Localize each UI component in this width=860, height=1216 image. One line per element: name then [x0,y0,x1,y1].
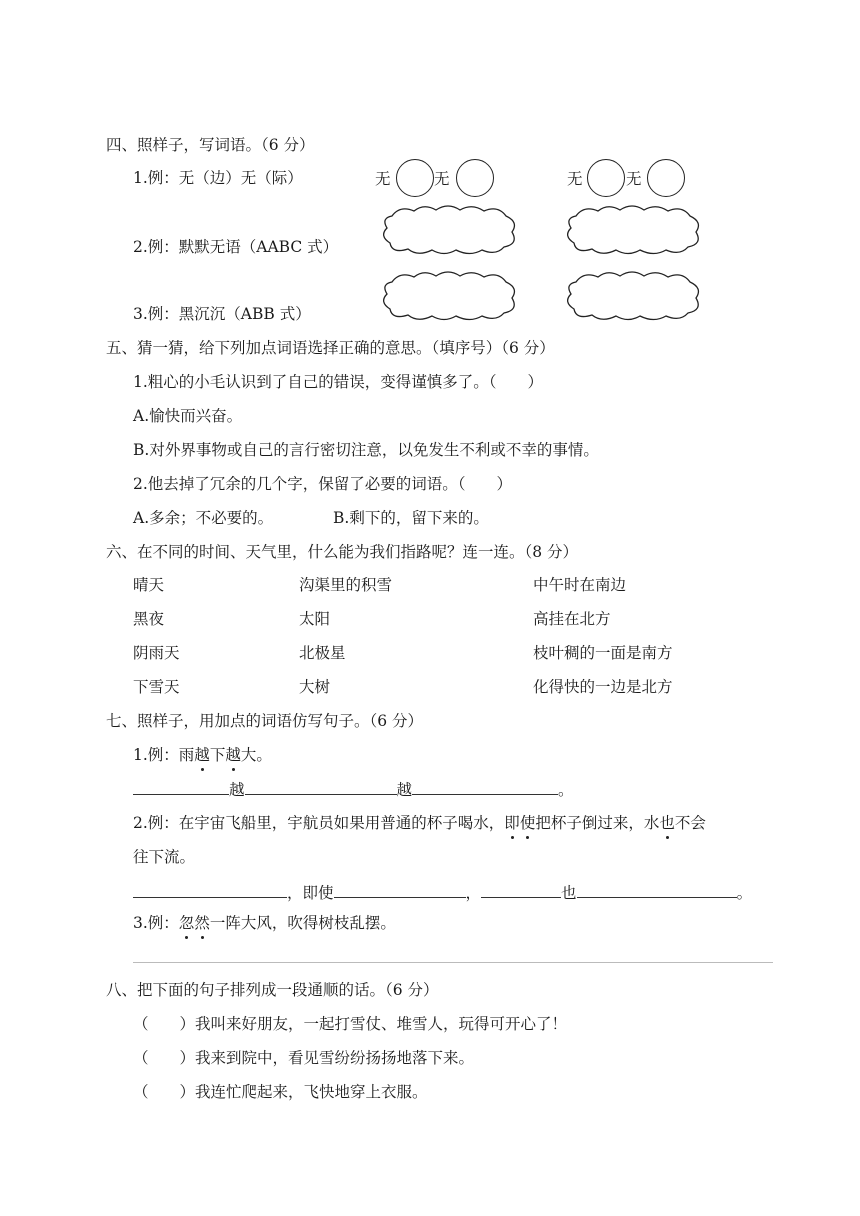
section5-q2-option-b: B.剩下的，留下来的。 [333,509,489,527]
guide-item[interactable]: 北极星 [299,644,346,662]
direction-item[interactable]: 中午时在南边 [533,576,627,594]
guide-item[interactable]: 太阳 [299,610,331,628]
section7-example3: 3.例：忽然一阵大风，吹得树枝乱摆。 [133,914,396,932]
section7-example2: 2.例：在宇宙飞船里，宇航员如果用普通的杯子喝水，即使把杯子倒过来，水也不会 [133,814,706,832]
answer-line[interactable] [133,962,773,963]
section7-answer1: 越 越 。 [133,778,574,800]
dotted-char: 然 [194,914,210,932]
blank-line[interactable] [577,881,737,898]
blank-line[interactable] [481,881,561,898]
section8-title: 八、把下面的句子排列成一段通顺的话。（6 分） [106,981,439,999]
blank-line[interactable] [334,881,466,898]
direction-item[interactable]: 高挂在北方 [533,610,611,628]
section5-q1-option-a: A.愉快而兴奋。 [133,407,243,425]
order-item[interactable]: （ ）我连忙爬起来，飞快地穿上衣服。 [133,1083,428,1101]
section5-q1-option-b: B.对外界事物或自己的言行密切注意，以免发生不利或不幸的事情。 [133,441,599,459]
direction-item[interactable]: 枝叶稠的一面是南方 [533,644,673,662]
dotted-char: 忽 [178,914,195,932]
dotted-char: 即 [504,814,520,832]
answer-circle[interactable] [396,159,434,197]
weather-item[interactable]: 黑夜 [133,610,165,628]
dotted-char: 也 [659,814,675,832]
section7-answer2: ，即使 ， 也 。 [133,881,752,903]
cloud-answer-box[interactable] [562,202,704,256]
answer-circle[interactable] [647,159,685,197]
section4-example2: 2.例：默默无语（AABC 式） [133,238,339,256]
section5-q2-option-a: A.多余；不必要的。 [133,509,274,527]
direction-item[interactable]: 化得快的一边是北方 [533,678,673,696]
section6-title: 六、在不同的时间、天气里，什么能为我们指路呢？连一连。（8 分） [106,543,579,561]
blank-line[interactable] [412,778,558,795]
guide-item[interactable]: 沟渠里的积雪 [299,576,393,594]
answer-circle[interactable] [587,159,625,197]
wu-char: 无 [626,170,642,188]
wu-char: 无 [567,170,583,188]
answer-circle[interactable] [456,159,494,197]
cloud-answer-box[interactable] [378,202,520,256]
section5-title: 五、猜一猜，给下列加点词语选择正确的意思。（填序号）（6 分） [106,339,555,357]
dotted-char: 越 [194,746,210,764]
section4-title: 四、照样子，写词语。（6 分） [106,136,315,154]
cloud-answer-box[interactable] [562,268,704,322]
weather-item[interactable]: 下雪天 [133,678,180,696]
guide-item[interactable]: 大树 [299,678,331,696]
wu-char: 无 [375,170,391,188]
wu-char: 无 [434,170,450,188]
section4-example3: 3.例：黑沉沉（ABB 式） [133,305,311,323]
section4-example1: 1.例：无（边）无（际） [133,169,303,187]
order-item[interactable]: （ ）我叫来好朋友，一起打雪仗、堆雪人，玩得可开心了！ [133,1015,568,1033]
section5-question2: 2.他去掉了冗余的几个字，保留了必要的词语。（ ） [133,475,513,493]
order-item[interactable]: （ ）我来到院中，看见雪纷纷扬扬地落下来。 [133,1049,475,1067]
section7-example1: 1.例：雨越下越大。 [133,746,272,764]
dotted-char: 越 [225,746,241,764]
section5-question1: 1.粗心的小毛认识到了自己的错误，变得谨慎多了。（ ） [133,373,544,391]
section7-title: 七、照样子，用加点的词语仿写句子。（6 分） [106,712,424,730]
cloud-answer-box[interactable] [378,268,520,322]
section7-example2-cont: 往下流。 [133,848,196,866]
weather-item[interactable]: 晴天 [133,576,165,594]
weather-item[interactable]: 阴雨天 [133,644,180,662]
blank-line[interactable] [133,778,229,795]
blank-line[interactable] [133,881,287,898]
blank-line[interactable] [245,778,397,795]
dotted-char: 使 [519,814,536,832]
